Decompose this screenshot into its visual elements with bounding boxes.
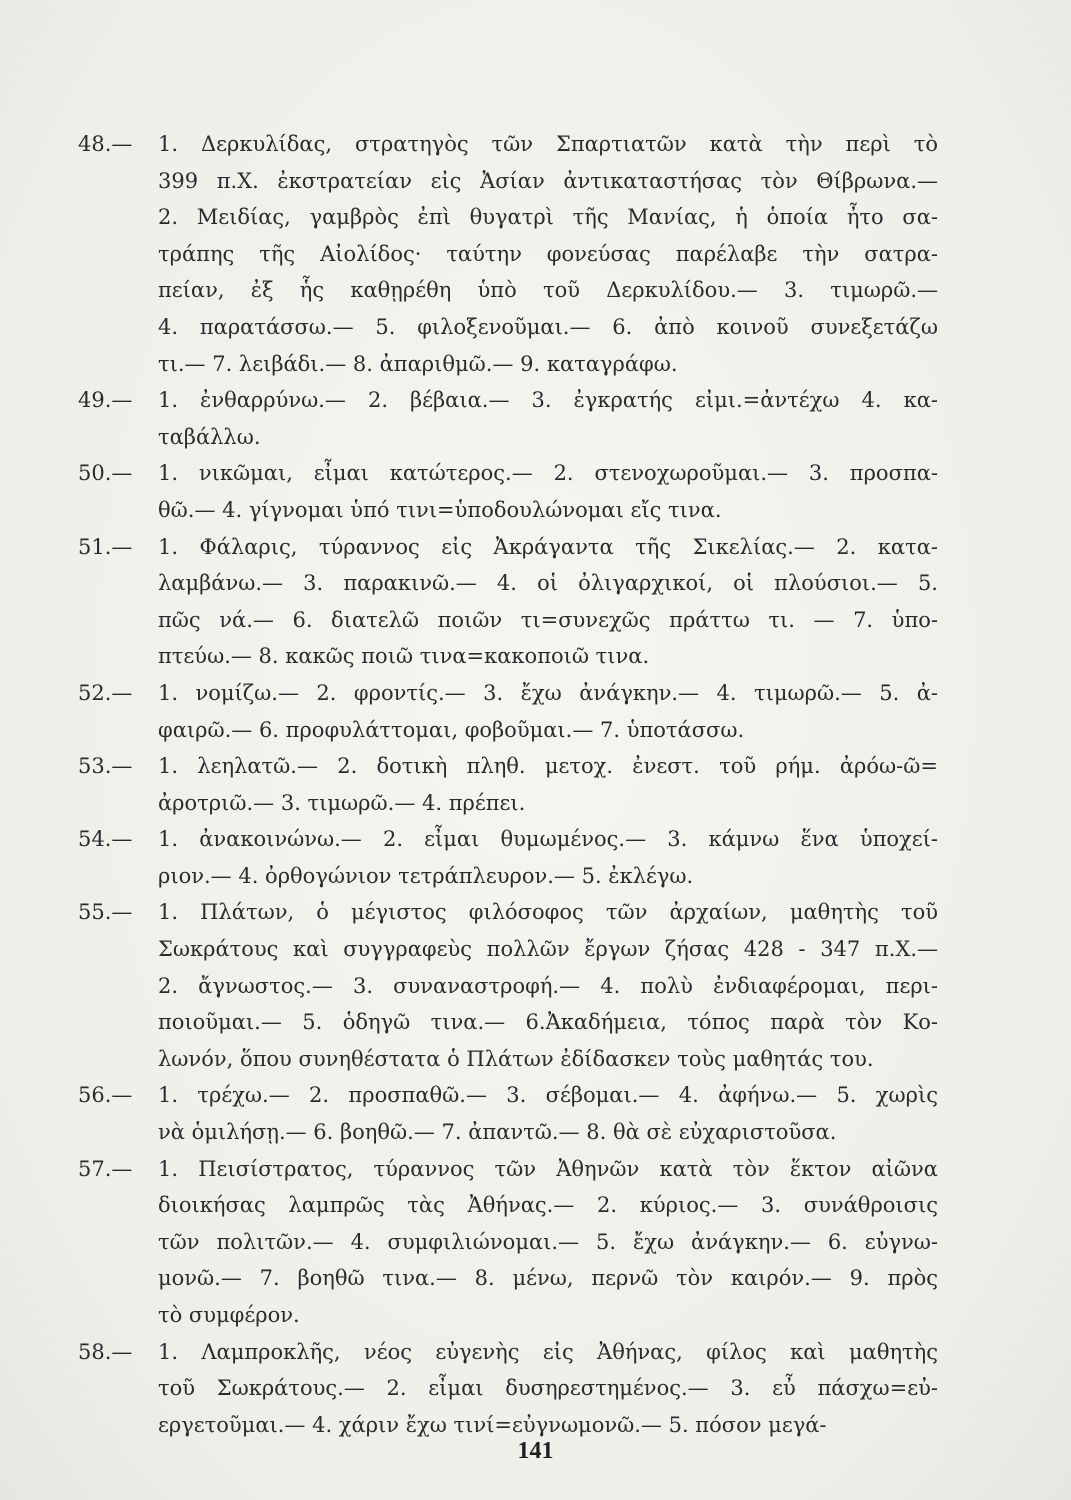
entry-line: 1. νομίζω.— 2. φροντίς.— 3. ἔχω ἀνάγκην.— 4. τιμωρῶ.— 5. ἀ-: [158, 680, 938, 705]
entry-line: λαμβάνω.— 3. παρακινῶ.— 4. οἱ ὀλιγαρχικοί, οἱ πλούσιοι.— 5.: [158, 571, 938, 596]
entry-line: 1. Φάλαρις, τύραννος εἰς Ἀκράγαντα τῆς Σικελίας.— 2. κατα-: [158, 534, 938, 559]
entry-line: τοῦ Σωκράτους.— 2. εἶμαι δυσηρεστημένος.— 3. εὖ πάσχω=εὐ-: [158, 1376, 938, 1401]
entry-number: 51.—: [78, 534, 133, 559]
entry-line: 2. ἄγνωστος.— 3. συναναστροφή.— 4. πολὺ ἐνδιαφέρομαι, περι-: [158, 973, 938, 998]
glossary-entry: [78, 675, 938, 748]
glossary-entry: [78, 748, 938, 821]
entry-line: 399 π.Χ. ἐκστρατείαν εἰς Ἀσίαν ἀντικαταστήσας τὸν Θίβρωνα.—: [158, 168, 938, 193]
entry-line: τὸ συμφέρον.: [158, 1303, 300, 1327]
glossary-entry: [78, 1151, 938, 1334]
entry-line: 1. Δερκυλίδας, στρατηγὸς τῶν Σπαρτιατῶν κατὰ τὴν περὶ τὸ: [158, 132, 938, 156]
entry-number: 54.—: [78, 827, 133, 852]
entry-number: 49.—: [78, 388, 133, 413]
entry-line: 1. τρέχω.— 2. προσπαθῶ.— 3. σέβομαι.— 4. ἀφήνω.— 5. χωρὶς: [158, 1083, 938, 1108]
entry-line: 4. παρατάσσω.— 5. φιλοξενοῦμαι.— 6. ἀπὸ κοινοῦ συνεξετάζω: [158, 314, 938, 339]
entry-number: 48.—: [78, 132, 133, 156]
glossary-entry: [78, 821, 938, 894]
glossary-entry: [78, 529, 938, 675]
entry-line: 2. Μειδίας, γαμβρὸς ἐπὶ θυγατρὶ τῆς Μανίας, ἡ ὁποία ἦτο σα-: [158, 205, 938, 230]
entry-line: 1. νικῶμαι, εἶμαι κατώτερος.— 2. στενοχωροῦμαι.— 3. προσπα-: [158, 461, 938, 486]
entry-line: ἀροτριῶ.— 3. τιμωρῶ.— 4. πρέπει.: [158, 790, 526, 815]
entry-line: ριον.— 4. ὀρθογώνιον τετράπλευρον.— 5. ἐκλέγω.: [158, 863, 694, 888]
entry-line: ποιοῦμαι.— 5. ὁδηγῶ τινα.— 6.Ἀκαδήμεια, τόπος παρὰ τὸν Κο-: [158, 1010, 938, 1035]
glossary-entry: [78, 455, 938, 528]
entry-line: πῶς νά.— 6. διατελῶ ποιῶν τι=συνεχῶς πράττω τι. — 7. ὑπο-: [158, 607, 938, 632]
entry-line: 1. λεηλατῶ.— 2. δοτικὴ πληθ. μετοχ. ἐνεστ. τοῦ ρήμ. ἀρόω-ῶ=: [158, 754, 938, 779]
entry-line: τῶν πολιτῶν.— 4. συμφιλιώνομαι.— 5. ἔχω ἀνάγκην.— 6. εὐγνω-: [158, 1229, 938, 1254]
glossary-entry: [78, 382, 938, 455]
entry-line: 1. Πλάτων, ὁ μέγιστος φιλόσοφος τῶν ἀρχαίων, μαθητὴς τοῦ: [158, 900, 938, 925]
entry-line: πτεύω.— 8. κακῶς ποιῶ τινα=κακοποιῶ τινα.: [158, 644, 650, 669]
entry-line: 1. Πεισίστρατος, τύραννος τῶν Ἀθηνῶν κατὰ τὸν ἕκτον αἰῶνα: [158, 1156, 938, 1181]
page-number: 141: [517, 1438, 554, 1464]
entry-number: 57.—: [78, 1156, 133, 1181]
entry-line: τράπης τῆς Αἰολίδος· ταύτην φονεύσας παρέλαβε τὴν σατρα-: [158, 241, 938, 266]
entry-number: 52.—: [78, 680, 133, 705]
glossary-entry: [78, 1334, 938, 1444]
entry-line: τι.— 7. λειβάδι.— 8. ἀπαριθμῶ.— 9. καταγράφω.: [158, 351, 678, 376]
entry-number: 56.—: [78, 1083, 133, 1108]
entry-line: νὰ ὁμιλήσῃ.— 6. βοηθῶ.— 7. ἀπαντῶ.— 8. θὰ σὲ εὐχαριστοῦσα.: [158, 1120, 837, 1145]
entry-line: φαιρῶ.— 6. προφυλάττομαι, φοβοῦμαι.— 7. ὑποτάσσω.: [158, 717, 745, 742]
entry-line: Σωκράτους καὶ συγγραφεὺς πολλῶν ἔργων ζήσας 428 - 347 π.Χ.—: [158, 937, 938, 962]
entry-line: 1. Λαμπροκλῆς, νέος εὐγενὴς εἰς Ἀθήνας, φίλος καὶ μαθητὴς: [158, 1339, 938, 1364]
entry-number: 58.—: [78, 1339, 133, 1364]
glossary-entry: [78, 126, 938, 382]
entry-number: 50.—: [78, 461, 133, 486]
entry-number: 53.—: [78, 754, 133, 779]
entry-line: ταβάλλω.: [158, 424, 261, 449]
entry-line: εργετοῦμαι.— 4. χάριν ἔχω τινί=εὐγνωμονῶ.— 5. πόσον μεγά-: [158, 1412, 827, 1437]
entry-line: μονῶ.— 7. βοηθῶ τινα.— 8. μένω, περνῶ τὸν καιρόν.— 9. πρὸς: [158, 1266, 938, 1291]
entry-line: 1. ἀνακοινώνω.— 2. εἶμαι θυμωμένος.— 3. κάμνω ἕνα ὑποχεί-: [158, 827, 938, 852]
entry-line: πείαν, ἐξ ἧς καθῃρέθη ὑπὸ τοῦ Δερκυλίδου.— 3. τιμωρῶ.—: [158, 278, 938, 303]
entry-line: διοικήσας λαμπρῶς τὰς Ἀθήνας.— 2. κύριος.— 3. συνάθροισις: [158, 1193, 938, 1218]
glossary-entry: [78, 1077, 938, 1150]
entry-number: 55.—: [78, 900, 133, 925]
entry-line: 1. ἐνθαρρύνω.— 2. βέβαια.— 3. ἐγκρατής εἰμι.=ἀντέχω 4. κα-: [158, 388, 938, 413]
entry-line: λωνόν, ὅπου συνηθέστατα ὁ Πλάτων ἐδίδασκεν τοὺς μαθητάς του.: [158, 1046, 874, 1071]
glossary-text: [78, 126, 938, 1443]
glossary-entry: [78, 894, 938, 1077]
entry-line: θῶ.— 4. γίγνομαι ὑπό τινι=ὑποδουλώνομαι εἴς τινα.: [158, 497, 722, 522]
